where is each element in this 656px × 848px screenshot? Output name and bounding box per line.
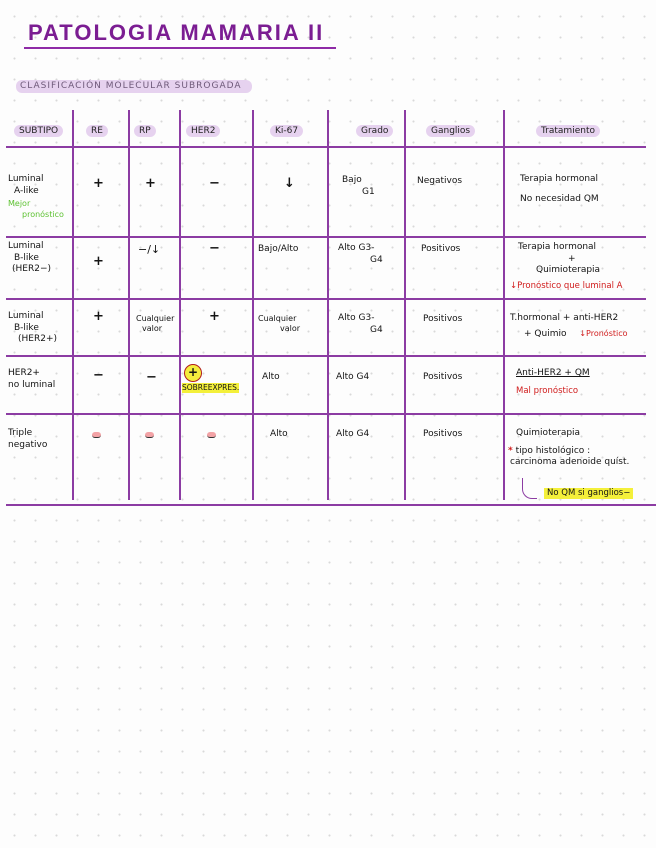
subtipo-line: B-like — [14, 322, 39, 333]
tratamiento-line: No necesidad QM — [520, 193, 599, 204]
prognosis-note: Mejor — [8, 199, 31, 209]
rp-line: valor — [142, 323, 163, 333]
grado-line: G4 — [370, 254, 383, 265]
grado-value: Alto G4 — [336, 372, 370, 382]
ganglios-value: Positivos — [423, 372, 463, 382]
title-underline — [24, 47, 336, 49]
ki67-line: valor — [280, 323, 301, 333]
subtipo-line: Luminal — [8, 311, 44, 321]
grado-line: Alto G3- — [338, 313, 375, 323]
row-divider — [6, 298, 646, 300]
arrow-hook-icon — [522, 478, 537, 499]
ki67-value: Alto — [270, 429, 288, 439]
page-title: PATOLOGIA MAMARIA II — [28, 20, 325, 45]
grado-cell — [338, 243, 383, 266]
subtipo-line: negativo — [8, 439, 48, 450]
ki67-line: Cualquier — [258, 314, 297, 323]
ganglios-value: Negativos — [417, 176, 463, 186]
her2-value: − — [209, 176, 220, 191]
her2-value — [207, 431, 216, 443]
subtipo-line: (HER2+) — [18, 334, 57, 345]
column-divider — [179, 110, 181, 500]
subtipo-line: A-like — [14, 185, 39, 196]
subtipo-cell — [8, 174, 64, 220]
rp-value: + — [145, 176, 156, 191]
tratamiento-cell — [508, 428, 630, 469]
rp-line: Cualquier — [136, 314, 175, 323]
tratamiento-line: carcinoma adenoide quíst. — [510, 457, 630, 468]
column-divider — [128, 110, 130, 500]
star-icon: * — [508, 445, 513, 456]
prognosis-note: Mal pronóstico — [516, 385, 579, 396]
rp-value: −/↓ — [138, 243, 161, 256]
negative-marker — [92, 432, 101, 438]
re-value — [92, 431, 101, 443]
row-divider — [6, 355, 646, 357]
tratamiento-cell — [516, 368, 590, 397]
column-divider — [503, 110, 505, 500]
grado-value: Alto G4 — [336, 429, 370, 439]
overexpression-note: SOBREEXPRES. — [182, 383, 240, 392]
grado-line: Bajo — [342, 175, 362, 185]
ki67-cell — [258, 314, 300, 333]
subtipo-line: (HER2−) — [12, 264, 51, 275]
ganglios-value: Positivos — [423, 314, 463, 324]
grado-line: G1 — [362, 186, 375, 197]
prognosis-note: ↓Pronóstico — [579, 328, 628, 338]
tratamiento-cell — [518, 242, 600, 277]
re-value: + — [93, 176, 104, 191]
rp-value: − — [146, 370, 157, 385]
table-bottom-rule — [6, 504, 656, 506]
header-rp: RP — [134, 125, 156, 137]
subtitle: CLASIFICACIÓN MOLECULAR SUBROGADA — [16, 80, 252, 93]
subtipo-cell — [8, 241, 51, 276]
grado-line: G4 — [370, 324, 383, 335]
tratamiento-line: + — [568, 253, 576, 264]
tratamiento-line: Anti-HER2 + QM — [516, 368, 590, 378]
re-value: − — [93, 368, 104, 383]
negative-marker — [207, 432, 216, 438]
negative-marker — [145, 432, 154, 438]
her2-value: + — [209, 309, 220, 324]
ki67-value: Bajo/Alto — [258, 244, 299, 254]
tratamiento-line: Quimioterapia — [516, 428, 581, 438]
subtipo-line: Triple — [8, 428, 33, 438]
column-divider — [72, 110, 74, 500]
row-divider — [6, 413, 646, 415]
subtipo-cell — [8, 368, 55, 391]
grado-line: Alto G3- — [338, 243, 375, 253]
her2-positive-marker: + — [184, 364, 202, 382]
subtipo-cell — [8, 311, 57, 346]
header-subtipo: SUBTIPO — [14, 125, 63, 137]
subtipo-line: B-like — [14, 252, 39, 263]
header-ki67: Ki-67 — [270, 125, 303, 137]
ganglios-value: Positivos — [423, 429, 463, 439]
tratamiento-line: T.hormonal + anti-HER2 — [510, 313, 619, 323]
tratamiento-line: Terapia hormonal — [520, 174, 599, 184]
header-tratamiento: Tratamiento — [536, 125, 600, 137]
row-divider — [6, 236, 646, 238]
subtipo-line: no luminal — [8, 379, 56, 390]
re-value: + — [93, 254, 104, 269]
her2-cell — [182, 364, 239, 393]
tratamiento-line: Terapia hormonal — [518, 242, 597, 252]
row-divider — [6, 146, 646, 148]
tratamiento-cell — [520, 174, 599, 205]
rp-cell — [136, 314, 174, 333]
tratamiento-line: + Quimio — [524, 328, 567, 339]
her2-value: − — [209, 241, 220, 256]
column-divider — [327, 110, 329, 500]
header-re: RE — [86, 125, 108, 137]
column-divider — [252, 110, 254, 500]
tratamiento-line: Quimioterapia — [536, 265, 601, 276]
subtipo-line: HER2+ — [8, 368, 40, 378]
prognosis-note: pronóstico — [22, 209, 64, 219]
grado-cell — [342, 175, 375, 198]
header-grado: Grado — [356, 125, 393, 137]
ganglios-value: Positivos — [421, 244, 461, 254]
ki67-value: Alto — [262, 372, 280, 382]
subtipo-cell — [8, 428, 47, 451]
header-ganglios: Ganglios — [426, 125, 475, 137]
tratamiento-line: tipo histológico : — [515, 445, 591, 456]
subtipo-line: Luminal — [8, 174, 44, 184]
no-qm-note: No QM si ganglios− — [544, 488, 633, 499]
ki67-value: ↓ — [284, 176, 295, 191]
header-her2: HER2 — [186, 125, 220, 137]
grado-cell — [338, 313, 383, 336]
rp-value — [145, 431, 154, 443]
tratamiento-cell — [510, 313, 628, 340]
prognosis-note: ↓Pronóstico que luminal A — [510, 281, 623, 291]
subtipo-line: Luminal — [8, 241, 44, 251]
column-divider — [404, 110, 406, 500]
re-value: + — [93, 309, 104, 324]
